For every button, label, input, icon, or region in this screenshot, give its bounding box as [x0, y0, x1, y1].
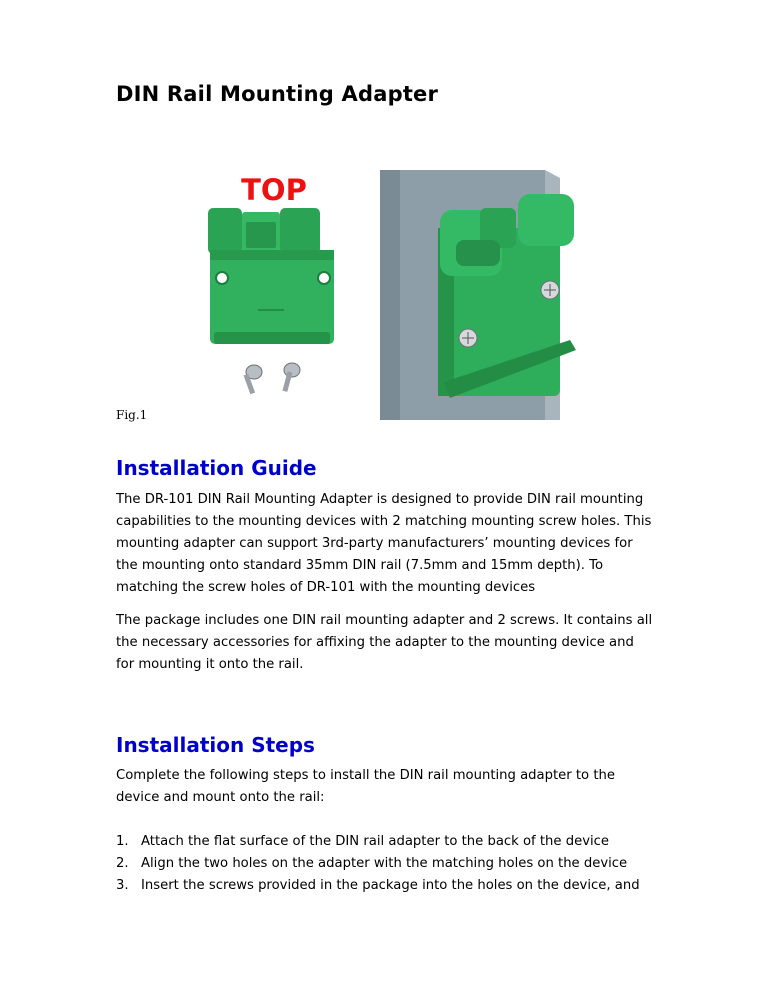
step-text: Attach the flat surface of the DIN rail adapter to the back of the device [141, 834, 610, 849]
installation-guide-heading: Installation Guide [116, 456, 317, 480]
list-item [116, 831, 676, 853]
step-number: 1. [116, 834, 129, 849]
top-label: TOP [241, 173, 307, 207]
figure-caption: Fig.1 [116, 408, 148, 422]
adapter-mounted-image [380, 170, 641, 420]
steps-list [116, 831, 676, 897]
guide-paragraph-1: The DR-101 DIN Rail Mounting Adapter is designed to provide DIN rail mounting capabilities to the mounting devices with 2 matching mounting screw holes. This mounting adapter can support 3rd-party manufacturers’ mounting devices for the mounting onto standard 35mm DIN rail (7.5mm and 15mm depth). To matching the screw holes of DR-101 with the mounting devices [116, 492, 652, 595]
list-item [116, 875, 676, 897]
step-number: 3. [116, 878, 129, 893]
step-number: 2. [116, 856, 129, 871]
step-text: Align the two holes on the adapter with the matching holes on the device [141, 856, 628, 871]
page-title: DIN Rail Mounting Adapter [116, 82, 439, 106]
list-item [116, 853, 676, 875]
guide-paragraph-2: The package includes one DIN rail mounting adapter and 2 screws. It contains all the necessary accessories for affixing the adapter to the mounting device and for mounting it onto the rail. [116, 613, 653, 672]
step-text: Insert the screws provided in the package into the holes on the device, and [141, 878, 640, 893]
installation-steps-heading: Installation Steps [116, 733, 315, 757]
adapter-front-image [192, 162, 356, 402]
steps-intro: Complete the following steps to install the DIN rail mounting adapter to the device and mount onto the rail: [116, 768, 615, 805]
